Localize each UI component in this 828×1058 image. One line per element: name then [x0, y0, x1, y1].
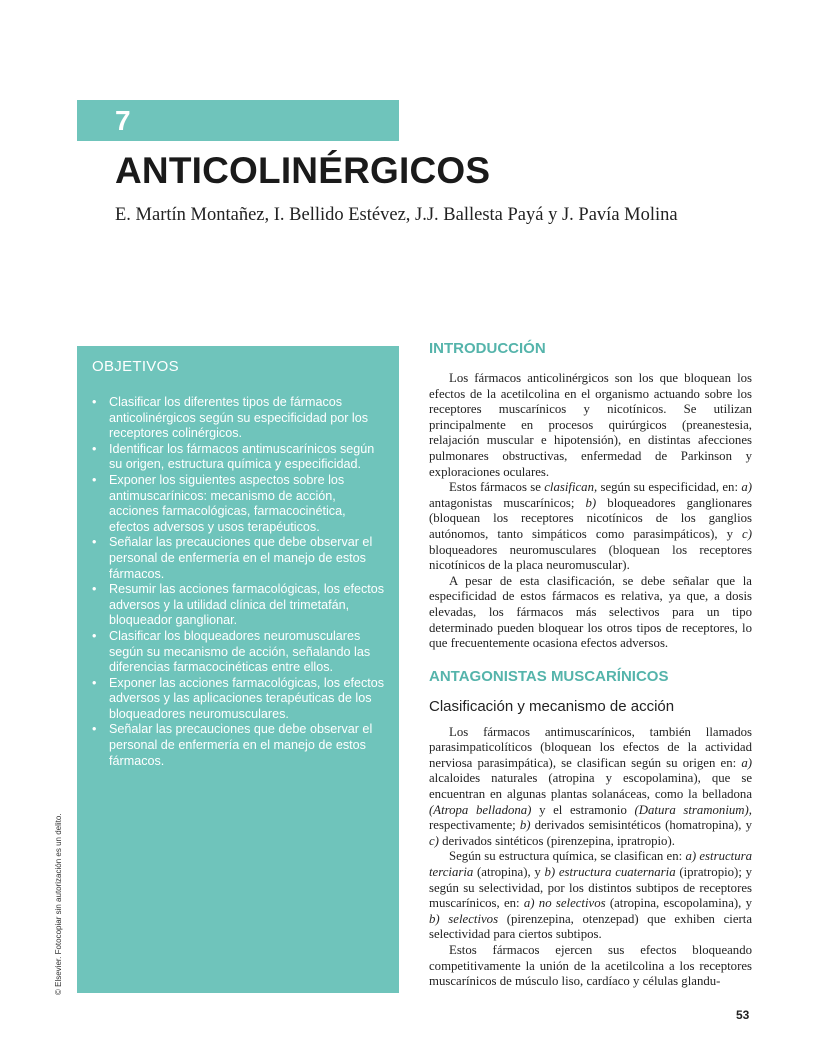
text-run: antagonistas muscarínicos; [429, 495, 586, 510]
text-run: (pirenzepina, otenzepad) que exhiben cierta selectividad para ciertos subtipos. [429, 911, 752, 942]
bullet-icon: • [92, 582, 97, 597]
objective-item [92, 395, 385, 442]
text-run: y el estramonio [531, 802, 635, 817]
bullet-icon: • [92, 535, 97, 550]
text-run-italic: clasifican, [544, 480, 598, 495]
text-run-italic: a) no selectivos [523, 896, 606, 911]
bullet-icon: • [92, 722, 97, 737]
bullet-icon: • [92, 441, 97, 456]
copyright-note: © Elsevier. Fotocopiar sin autorización es un delito. [54, 813, 63, 995]
objective-item [92, 722, 385, 769]
text-run: bloqueadores neuromusculares (bloquean los receptores nicotínicos de la placa neuromuscular). [429, 542, 752, 573]
bullet-icon: • [92, 472, 97, 487]
text-run-italic: b) selectivos [429, 911, 499, 926]
objective-text: Exponer las acciones farmacológicas, los efectos adversos y las aplicaciones terapéuticas de los bloqueadores neuromusculares. [109, 675, 385, 721]
text-run: (atropina, escopolamina), y [605, 896, 752, 911]
text-run: bloqueadores ganglionares (bloquean los receptores nicotínicos de los ganglios autónomos, tanto simpáticos como parasimpáticos), y [429, 495, 752, 541]
authors: E. Martín Montañez, I. Bellido Estévez, J.J. Ballesta Payá y J. Pavía Molina [115, 205, 678, 225]
text-run: alcaloides naturales (atropina y escopolamina), que se encuentran en algunas plantas solanáceas, como la belladona [429, 771, 752, 802]
text-run-italic: b) estructura cuaternaria [544, 865, 676, 880]
text-run: Estos fármacos se [449, 480, 545, 495]
objective-item [92, 629, 385, 676]
text-run-italic: b) [519, 818, 531, 833]
text-run-italic: c) [742, 526, 752, 541]
text-run-italic: a) estructura terciaria [429, 849, 752, 880]
text-run: Los fármacos antimuscarínicos, también llamados parasimpaticolíticos (bloquean los efectos de la actividad nerviosa parasimpática), se clasifican según su origen en: [429, 724, 752, 770]
chapter-title: ANTICOLINÉRGICOS [115, 150, 491, 191]
objective-item [92, 442, 385, 473]
text-run: derivados semisintéticos (homatropina), y [530, 818, 752, 833]
objective-item [92, 582, 385, 629]
bullet-icon: • [92, 675, 97, 690]
chapter-number: 7 [115, 105, 131, 136]
objectives-list [92, 395, 385, 769]
antagonists-paragraph-2 [429, 849, 752, 943]
objective-text: Identificar los fármacos antimuscarínicos según su origen, estructura química y especificidad. [109, 441, 375, 472]
text-run-italic: c) [429, 833, 439, 848]
page-number: 53 [736, 1008, 750, 1022]
text-run: según su especificidad, en: [597, 480, 742, 495]
text-run: derivados sintéticos (pirenzepina, ipratropio). [438, 833, 675, 848]
text-run: (ipratropio); y según su selectividad, por los distintos subtipos de receptores muscarínicos, en: [429, 865, 752, 911]
objective-text: Clasificar los diferentes tipos de fármacos anticolinérgicos según su especificidad por los receptores colinérgicos. [109, 395, 369, 441]
objective-item [92, 676, 385, 723]
subsection-heading-clasificacion: Clasificación y mecanismo de acción [429, 697, 675, 715]
objective-item [92, 473, 385, 535]
text-run-italic: a) [741, 755, 752, 770]
text-run: respectivamente; [429, 818, 520, 833]
text-run-italic: a) [741, 480, 752, 495]
bullet-icon: • [92, 395, 97, 409]
text-run: (atropina), y [473, 865, 545, 880]
objective-text: Resumir las acciones farmacológicas, los efectos adversos y la utilidad clínica del trimetafán, bloqueador ganglionar. [109, 582, 385, 628]
intro-paragraph-1: Los fármacos anticolinérgicos son los que bloquean los efectos de la acetilcolina en el organismo actuando sobre los receptores muscarínicos y nicotínicos. Se utilizan principalmente en procesos quirúrgicos (preanestesia, relajación muscular e hipotensión), en distintas afecciones pulmonares obstructivas, enfermedad de Parkinson y exploraciones oculares. [429, 371, 752, 479]
section-heading-introduccion: INTRODUCCIÓN [429, 340, 546, 357]
intro-paragraph-2 [429, 480, 752, 574]
objective-item [92, 535, 385, 582]
text-run: Según su estructura química, se clasifican en: [449, 849, 686, 864]
main-text-column [429, 340, 752, 990]
objective-text: Señalar las precauciones que debe observar el personal de enfermería en el manejo de estos fármacos. [109, 722, 373, 768]
bullet-icon: • [92, 628, 97, 643]
text-run-italic: b) [585, 495, 597, 510]
intro-paragraph-3: A pesar de esta clasificación, se debe señalar que la especificidad de estos fármacos es relativa, ya que, a dosis elevadas, los fármacos más selectivos para un tipo determinado pueden bloquear los otros tipos de receptores, lo que frecuentemente ocasiona efectos adversos. [429, 573, 752, 651]
section-heading-antagonistas: ANTAGONISTAS MUSCARÍNICOS [429, 667, 669, 685]
objective-text: Exponer los siguientes aspectos sobre los antimuscarínicos: mecanismo de acción, acciones farmacológicas, farmacocinética, efectos adversos y usos terapéuticos. [109, 472, 346, 534]
antagonists-paragraph-1 [429, 725, 752, 850]
text-run-italic: (Datura stramonium), [634, 802, 752, 817]
objectives-title: OBJETIVOS [92, 358, 179, 375]
objectives-box [77, 346, 399, 993]
text-run-italic: (Atropa belladona) [429, 802, 532, 817]
antagonists-paragraph-3: Estos fármacos ejercen sus efectos bloqueando competitivamente la unión de la acetilcolina a los receptores muscarínicos de músculo liso, cardíaco y células glandu- [429, 943, 752, 989]
objective-text: Señalar las precauciones que debe observar el personal de enfermería en el manejo de estos fármacos. [109, 535, 373, 581]
objective-text: Clasificar los bloqueadores neuromusculares según su mecanismo de acción, señalando las diferencias farmacocinéticas entre ellos. [109, 628, 371, 675]
